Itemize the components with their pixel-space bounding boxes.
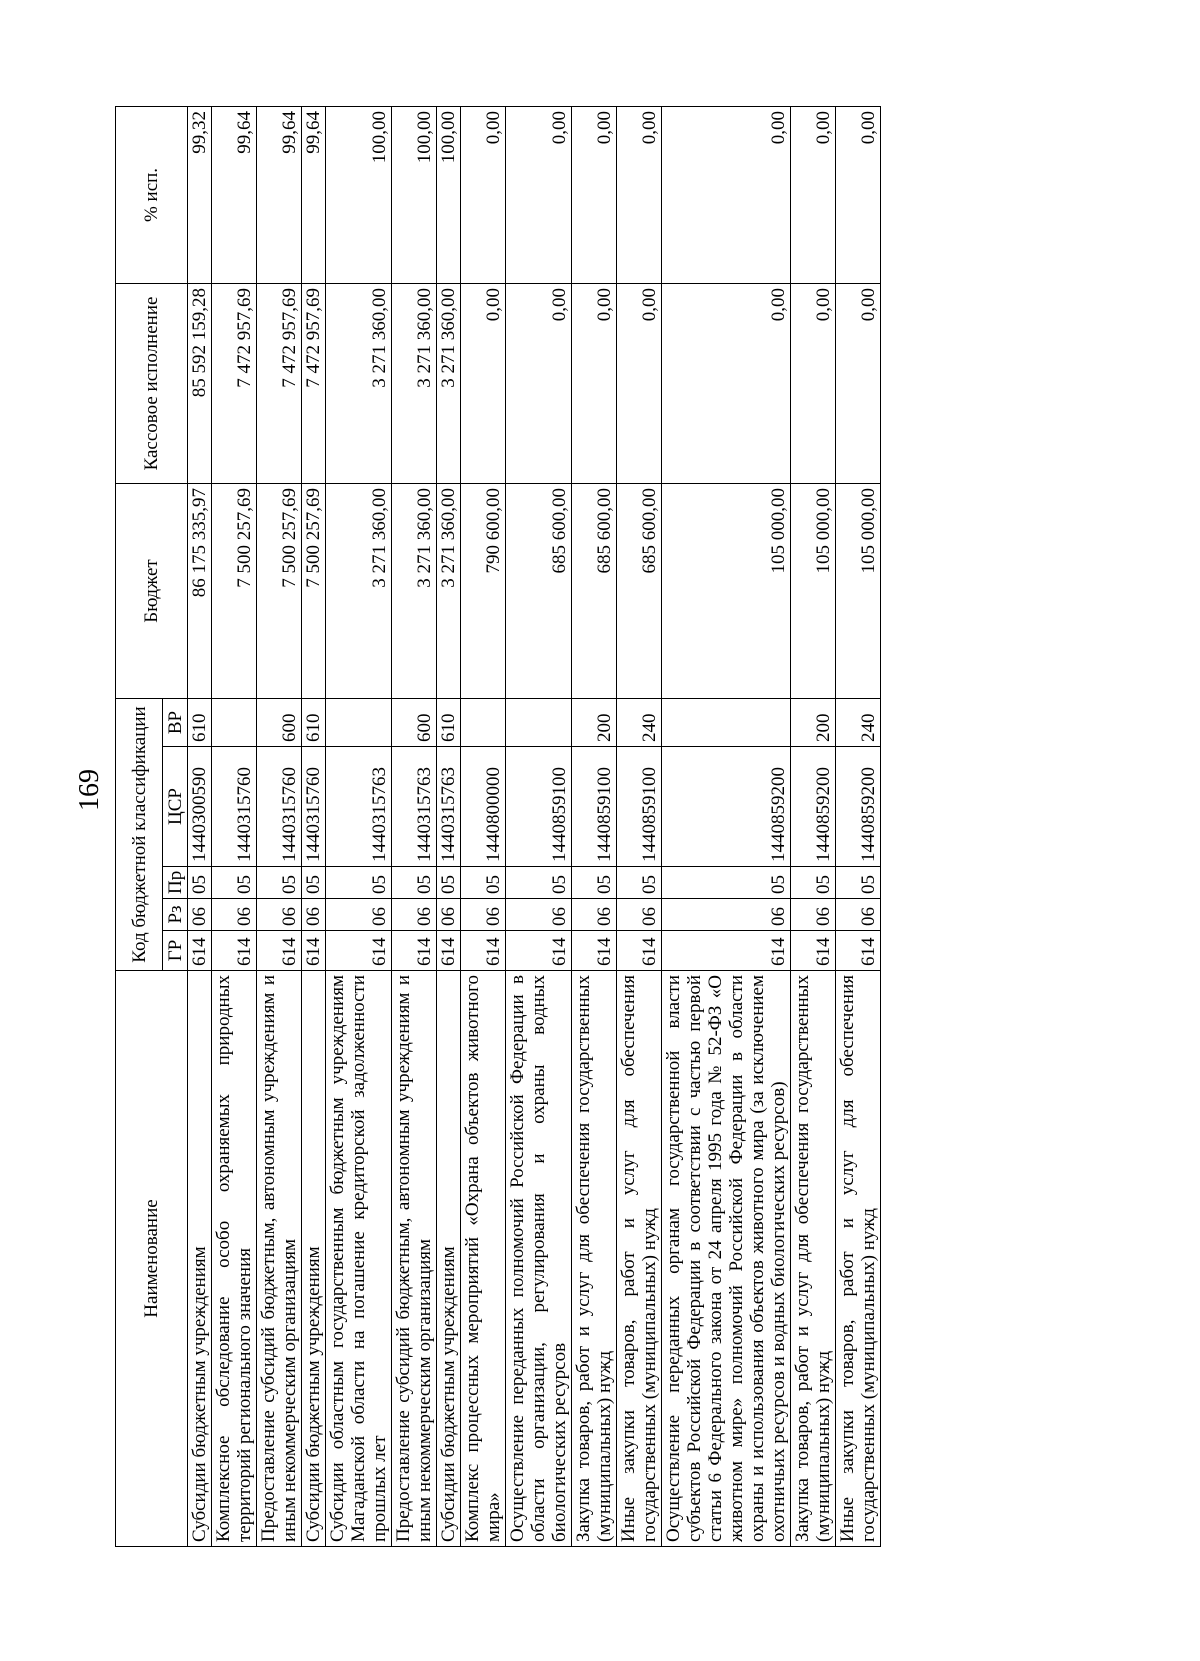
cell-cash: 0,00 [791, 283, 836, 483]
table-row [302, 106, 326, 1546]
cell-budget: 3 271 360,00 [437, 483, 461, 698]
cell-name: Осуществление переданных полномочий Российской Федерации в области организации, регулирования и охраны водных биологических ресурсов [506, 971, 572, 1547]
header-pr: Пр [163, 867, 188, 899]
cell-rz: 06 [836, 899, 881, 931]
cell-vr: 200 [572, 698, 617, 746]
page-number: 169 [74, 769, 105, 811]
cell-percent: 99,64 [302, 106, 326, 283]
cell-name: Субсидии областным государственным бюджетным учреждениям Магаданской области на погашение кредиторской задолженности прошлых лет [326, 971, 392, 1547]
cell-name: Субсидии бюджетным учреждениям [188, 971, 212, 1547]
cell-cash: 3 271 360,00 [437, 283, 461, 483]
cell-cash: 0,00 [572, 283, 617, 483]
cell-gr: 614 [302, 931, 326, 971]
cell-budget: 105 000,00 [836, 483, 881, 698]
cell-cash: 7 472 957,69 [302, 283, 326, 483]
table-row [212, 106, 257, 1546]
header-vr: ВР [163, 698, 188, 746]
header-percent: % исп. [116, 106, 188, 283]
cell-rz: 06 [437, 899, 461, 931]
cell-cash: 7 472 957,69 [212, 283, 257, 483]
cell-rz: 06 [506, 899, 572, 931]
cell-name: Предоставление субсидий бюджетным, автономным учреждениям и иным некоммерческим организациям [392, 971, 437, 1547]
cell-csr: 1440315763 [326, 747, 392, 867]
cell-cash: 0,00 [617, 283, 662, 483]
cell-csr: 1440315760 [257, 747, 302, 867]
cell-pr: 05 [791, 867, 836, 899]
cell-budget: 7 500 257,69 [302, 483, 326, 698]
cell-cash: 0,00 [836, 283, 881, 483]
cell-pr: 05 [836, 867, 881, 899]
header-code-group: Код бюджетной классификации [116, 698, 163, 970]
table-row [392, 106, 437, 1546]
cell-csr: 1440315763 [437, 747, 461, 867]
cell-gr: 614 [617, 931, 662, 971]
cell-vr: 600 [392, 698, 437, 746]
cell-budget: 7 500 257,69 [212, 483, 257, 698]
cell-pr: 05 [617, 867, 662, 899]
cell-csr: 1440300590 [188, 747, 212, 867]
cell-gr: 614 [326, 931, 392, 971]
cell-rz: 06 [791, 899, 836, 931]
cell-csr: 1440315763 [392, 747, 437, 867]
rotated-table-container [115, 107, 1060, 1547]
cell-vr [461, 698, 506, 746]
table-row [257, 106, 302, 1546]
cell-name: Закупка товаров, работ и услуг для обеспечения государственных (муниципальных) нужд [572, 971, 617, 1547]
cell-csr: 1440800000 [461, 747, 506, 867]
cell-name: Комплексное обследование особо охраняемых природных территорий регионального значения [212, 971, 257, 1547]
header-name: Наименование [116, 971, 188, 1547]
cell-percent: 99,32 [188, 106, 212, 283]
cell-pr: 05 [326, 867, 392, 899]
cell-gr: 614 [257, 931, 302, 971]
cell-gr: 614 [212, 931, 257, 971]
cell-percent: 100,00 [326, 106, 392, 283]
cell-percent: 0,00 [461, 106, 506, 283]
cell-csr: 1440859100 [572, 747, 617, 867]
cell-cash: 7 472 957,69 [257, 283, 302, 483]
header-gr: ГР [163, 931, 188, 971]
table-row [617, 106, 662, 1546]
cell-csr: 1440315760 [212, 747, 257, 867]
cell-budget: 790 600,00 [461, 483, 506, 698]
cell-rz: 06 [302, 899, 326, 931]
cell-cash: 0,00 [461, 283, 506, 483]
cell-name: Предоставление субсидий бюджетным, автономным учреждениям и иным некоммерческим организациям [257, 971, 302, 1547]
cell-csr: 1440859100 [617, 747, 662, 867]
cell-rz: 06 [461, 899, 506, 931]
cell-gr: 614 [188, 931, 212, 971]
cell-budget: 3 271 360,00 [326, 483, 392, 698]
cell-pr: 05 [461, 867, 506, 899]
cell-vr [326, 698, 392, 746]
table-row [188, 106, 212, 1546]
table-row [836, 106, 881, 1546]
cell-vr: 240 [617, 698, 662, 746]
cell-percent: 0,00 [836, 106, 881, 283]
cell-vr [662, 698, 791, 746]
cell-vr: 240 [836, 698, 881, 746]
cell-cash: 0,00 [662, 283, 791, 483]
cell-gr: 614 [392, 931, 437, 971]
cell-gr: 614 [437, 931, 461, 971]
cell-rz: 06 [572, 899, 617, 931]
cell-name: Осуществление переданных органам государственной власти субъектов Российской Федерации в соответствии с частью первой статьи 6 Федерального закона от 24 апреля 1995 года № 52-ФЗ «О животном мире» полномочий Российской Федерации в области охраны и использования объектов животного мира (за исключением охотничьих ресурсов и водных биологических ресурсов) [662, 971, 791, 1547]
cell-name: Комплекс процессных мероприятий «Охрана объектов животного мира» [461, 971, 506, 1547]
cell-name: Иные закупки товаров, работ и услуг для обеспечения государственных (муниципальных) нужд [836, 971, 881, 1547]
cell-gr: 614 [836, 931, 881, 971]
cell-gr: 614 [506, 931, 572, 971]
cell-name: Иные закупки товаров, работ и услуг для обеспечения государственных (муниципальных) нужд [617, 971, 662, 1547]
cell-pr: 05 [506, 867, 572, 899]
cell-cash: 3 271 360,00 [392, 283, 437, 483]
cell-cash: 0,00 [506, 283, 572, 483]
cell-vr: 610 [188, 698, 212, 746]
cell-pr: 05 [437, 867, 461, 899]
header-csr: ЦСР [163, 747, 188, 867]
cell-csr: 1440315760 [302, 747, 326, 867]
cell-pr: 05 [572, 867, 617, 899]
cell-csr: 1440859100 [506, 747, 572, 867]
cell-csr: 1440859200 [836, 747, 881, 867]
cell-percent: 99,64 [212, 106, 257, 283]
cell-name: Субсидии бюджетным учреждениям [437, 971, 461, 1547]
cell-budget: 685 600,00 [506, 483, 572, 698]
cell-budget: 105 000,00 [662, 483, 791, 698]
cell-vr: 610 [437, 698, 461, 746]
cell-percent: 0,00 [506, 106, 572, 283]
cell-percent: 100,00 [437, 106, 461, 283]
cell-name: Субсидии бюджетным учреждениям [302, 971, 326, 1547]
cell-rz: 06 [617, 899, 662, 931]
cell-percent: 0,00 [662, 106, 791, 283]
table-row [791, 106, 836, 1546]
table-row [326, 106, 392, 1546]
header-rz: Рз [163, 899, 188, 931]
cell-gr: 614 [572, 931, 617, 971]
cell-pr: 05 [662, 867, 791, 899]
cell-vr [212, 698, 257, 746]
cell-percent: 99,64 [257, 106, 302, 283]
cell-budget: 685 600,00 [617, 483, 662, 698]
cell-pr: 05 [257, 867, 302, 899]
cell-percent: 0,00 [617, 106, 662, 283]
cell-rz: 06 [662, 899, 791, 931]
table-row [506, 106, 572, 1546]
cell-pr: 05 [188, 867, 212, 899]
cell-budget: 7 500 257,69 [257, 483, 302, 698]
table-row [572, 106, 617, 1546]
cell-vr: 200 [791, 698, 836, 746]
cell-budget: 685 600,00 [572, 483, 617, 698]
cell-csr: 1440859200 [662, 747, 791, 867]
cell-pr: 05 [302, 867, 326, 899]
cell-vr: 610 [302, 698, 326, 746]
cell-vr: 600 [257, 698, 302, 746]
table-row [662, 106, 791, 1546]
cell-gr: 614 [461, 931, 506, 971]
cell-rz: 06 [212, 899, 257, 931]
cell-percent: 0,00 [572, 106, 617, 283]
cell-name: Закупка товаров, работ и услуг для обеспечения государственных (муниципальных) нужд [791, 971, 836, 1547]
cell-rz: 06 [257, 899, 302, 931]
cell-pr: 05 [212, 867, 257, 899]
cell-rz: 06 [392, 899, 437, 931]
cell-cash: 85 592 159,28 [188, 283, 212, 483]
cell-percent: 0,00 [791, 106, 836, 283]
cell-pr: 05 [392, 867, 437, 899]
table-row [437, 106, 461, 1546]
cell-budget: 105 000,00 [791, 483, 836, 698]
cell-rz: 06 [188, 899, 212, 931]
cell-gr: 614 [662, 931, 791, 971]
cell-gr: 614 [791, 931, 836, 971]
cell-budget: 3 271 360,00 [392, 483, 437, 698]
cell-vr [506, 698, 572, 746]
cell-percent: 100,00 [392, 106, 437, 283]
header-cash: Кассовое исполнение [116, 283, 188, 483]
cell-csr: 1440859200 [791, 747, 836, 867]
table-body [188, 106, 881, 1546]
header-budget: Бюджет [116, 483, 188, 698]
budget-table [115, 106, 881, 1547]
cell-budget: 86 175 335,97 [188, 483, 212, 698]
cell-cash: 3 271 360,00 [326, 283, 392, 483]
table-row [461, 106, 506, 1546]
cell-rz: 06 [326, 899, 392, 931]
